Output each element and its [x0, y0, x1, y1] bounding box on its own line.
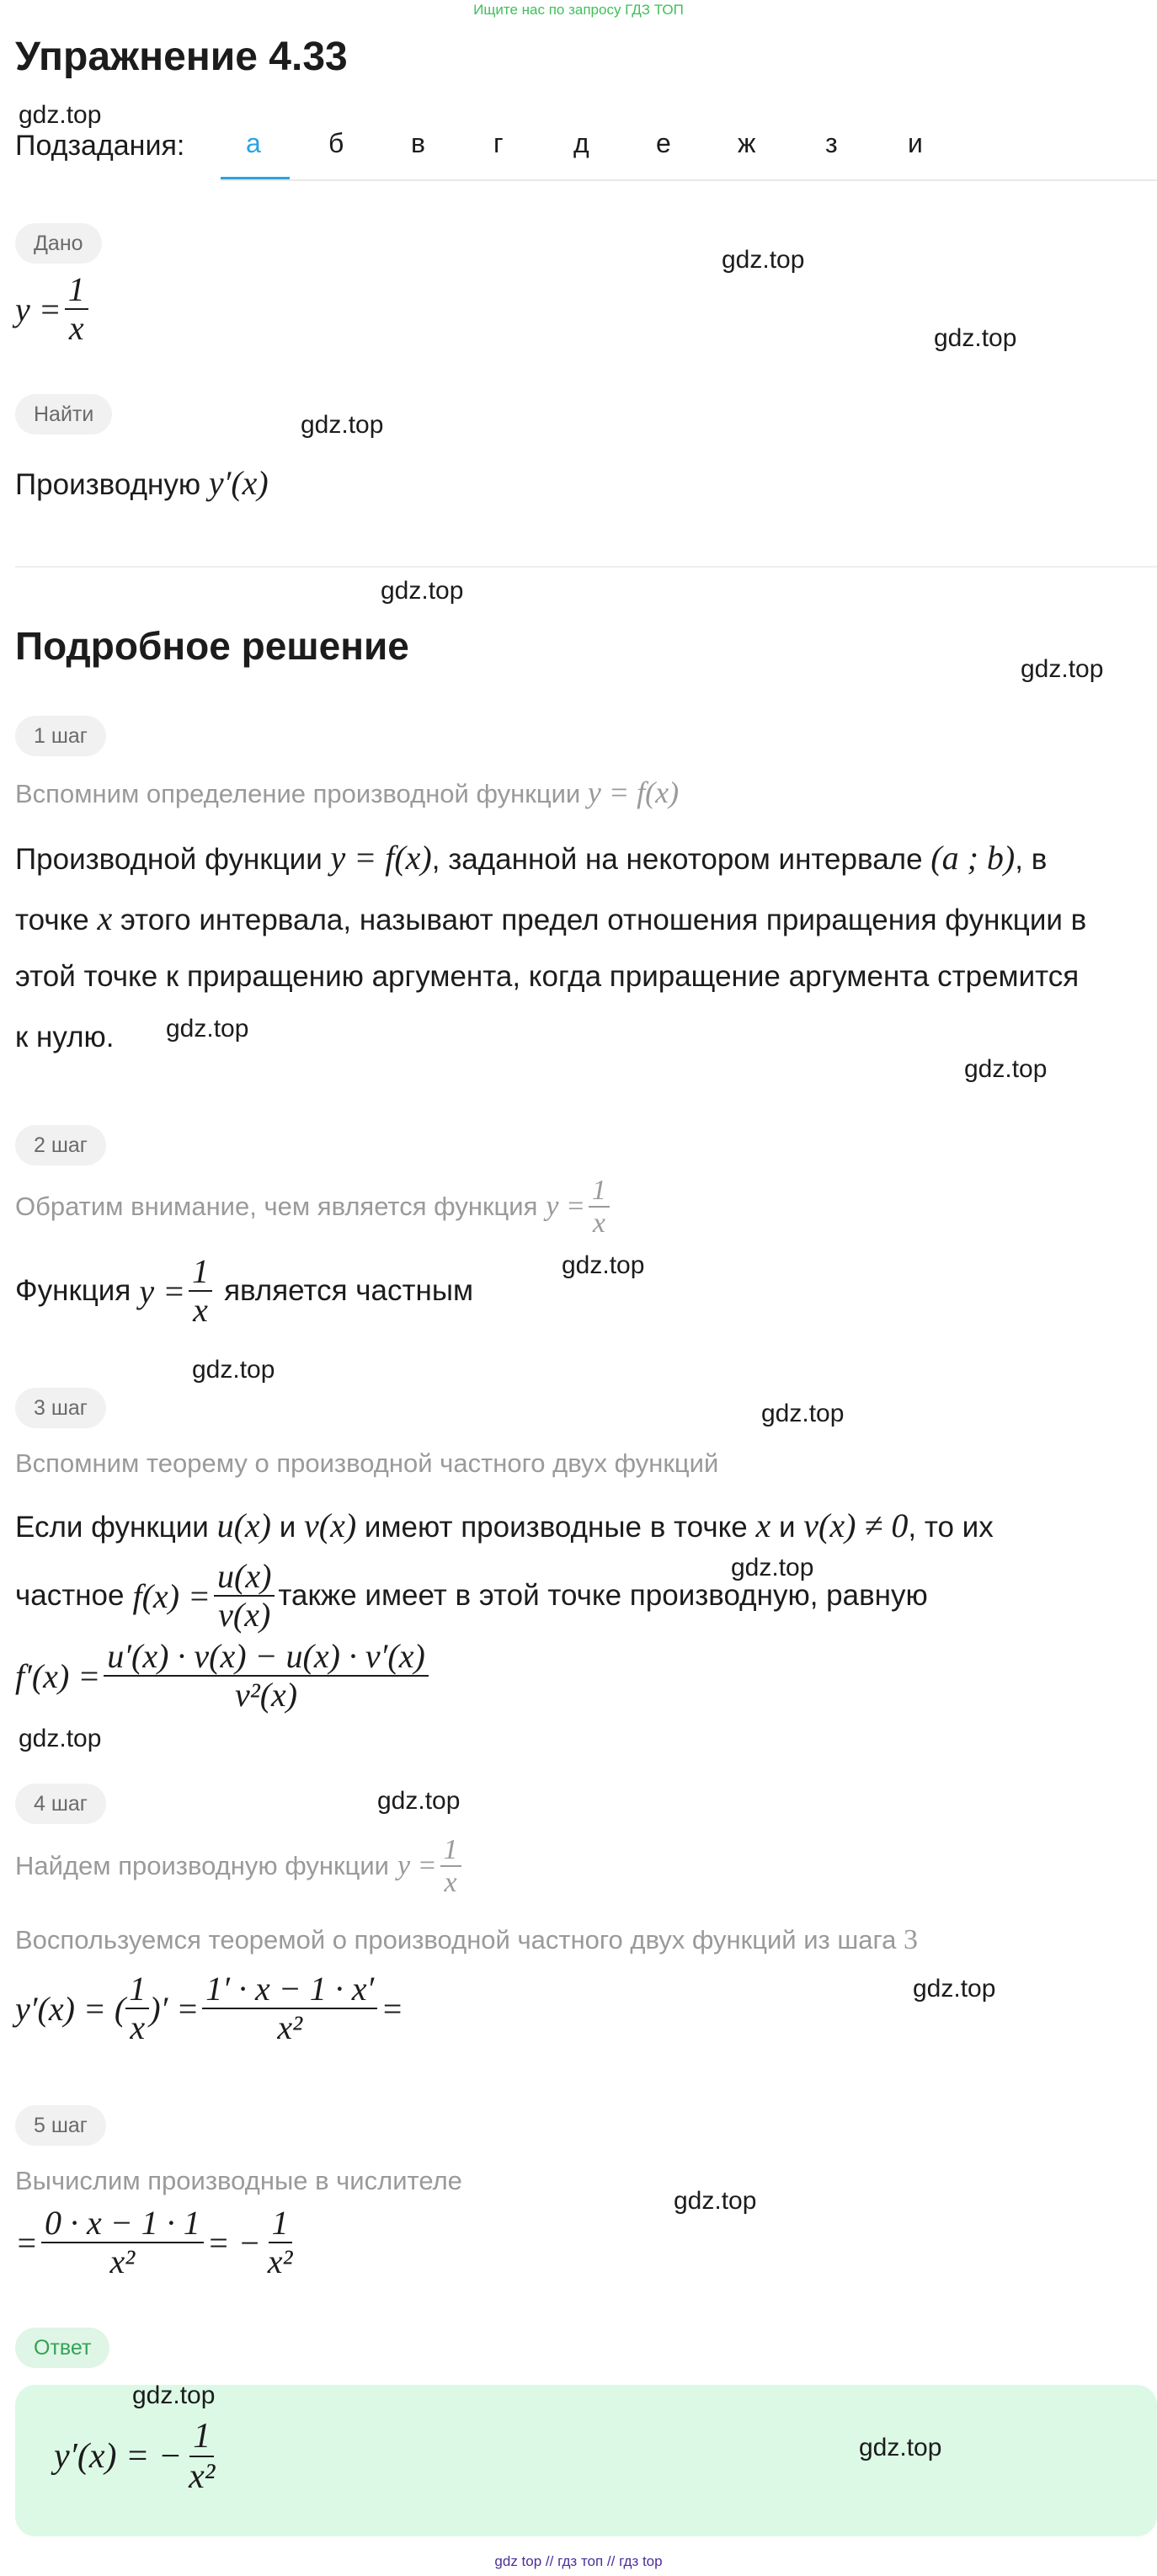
step-1-hint-formula: y = f(x): [587, 776, 680, 809]
step-1-line-3: этой точке к приращению аргумента, когда приращение аргумента стремится: [15, 960, 1080, 993]
watermark: gdz.top: [964, 1055, 1048, 1083]
formula-lhs: y =: [397, 1850, 437, 1882]
formula-num: 1: [125, 1971, 149, 2009]
formula-num: 1: [269, 2205, 292, 2243]
step-2-formula: [139, 1253, 216, 1329]
given-formula: [15, 271, 92, 347]
step-5-formula: [15, 2205, 299, 2280]
watermark: gdz.top: [19, 1725, 102, 1752]
top-banner[interactable]: Ищите нас по запросу ГДЗ ТОП: [473, 2, 684, 18]
step-3-pill: 3 шаг: [15, 1388, 106, 1428]
step-1-line-4: к нулю.: [15, 1021, 115, 1053]
watermark: gdz.top: [19, 101, 102, 129]
watermark: gdz.top: [562, 1251, 645, 1279]
formula-den: x²: [277, 2008, 303, 2046]
step-3-formula: v(x): [304, 1507, 357, 1544]
formula-fraction: [189, 1253, 212, 1329]
formula-den: x²: [189, 2457, 216, 2497]
step-1-line-1: [15, 838, 1047, 877]
step-4-formula: [15, 1971, 403, 2046]
formula-den: v²(x): [234, 1676, 298, 1714]
step-1-text: , в: [1015, 843, 1048, 876]
formula-num: 1: [589, 1175, 610, 1208]
watermark: gdz.top: [377, 1787, 461, 1815]
tab-b[interactable]: б: [328, 128, 344, 158]
formula-den: x: [444, 1867, 457, 1899]
watermark: gdz.top: [301, 411, 384, 439]
formula-lhs: =: [15, 2223, 38, 2262]
formula-den: x: [193, 1291, 208, 1329]
step-3-text: имеют производные в точке: [364, 1511, 748, 1544]
tab-a[interactable]: а: [246, 128, 261, 158]
step-2-hint-formula: [546, 1175, 613, 1240]
step-5-pill: 5 шаг: [15, 2105, 106, 2146]
formula-end: =: [381, 1989, 404, 2028]
given-den: x: [68, 309, 84, 347]
formula-mid: )′ =: [149, 1989, 200, 2028]
step-5-hint: Вычислим производные в числителе: [15, 2166, 462, 2195]
step-3-formula: x: [755, 1507, 771, 1544]
find-pill: Найти: [15, 394, 112, 435]
answer-formula: [54, 2417, 221, 2496]
given-fraction: [65, 271, 88, 347]
formula-num: 1: [440, 1834, 461, 1867]
step-1-pill: 1 шаг: [15, 716, 106, 756]
page-title: Упражнение 4.33: [15, 35, 348, 79]
step-3-quotient-formula: [133, 1558, 279, 1634]
tab-zh[interactable]: ж: [738, 128, 756, 158]
watermark: gdz.top: [132, 2381, 216, 2409]
tab-g[interactable]: г: [493, 128, 504, 158]
watermark: gdz.top: [381, 577, 464, 605]
formula-mid: = −: [206, 2223, 261, 2262]
step-3-text: Если функции: [15, 1511, 209, 1544]
answer-pill: Ответ: [15, 2328, 109, 2368]
step-1-formula: x: [97, 899, 113, 937]
step-3-text: и: [779, 1511, 796, 1544]
step-1-text: Производной функции: [15, 843, 323, 876]
formula-fraction: [440, 1834, 461, 1899]
step-2-text: [15, 1253, 473, 1329]
formula-fraction: [104, 1638, 429, 1714]
step-number: 3: [903, 1924, 918, 1955]
step-1-formula: y = f(x): [330, 839, 432, 877]
step-1-hint-text: Вспомним определение производной функции: [15, 779, 581, 808]
step-3-hint: Вспомним теорему о производной частного двух функций: [15, 1448, 719, 1478]
subtasks-label: Подзадания:: [15, 130, 185, 162]
footer-links[interactable]: gdz top // гдз топ // гдз top: [494, 2553, 663, 2569]
step-2-hint: [15, 1175, 613, 1240]
tab-e[interactable]: е: [656, 128, 671, 158]
watermark: gdz.top: [934, 324, 1017, 352]
formula-fraction: [202, 1971, 377, 2046]
given-lhs: y =: [15, 290, 61, 328]
step-3-line-2: [15, 1549, 928, 1642]
tab-v[interactable]: в: [411, 128, 425, 158]
formula-den: x: [130, 2008, 146, 2046]
formula-lhs: y =: [546, 1191, 585, 1223]
step-2-hint-text: Обратим внимание, чем является функция: [15, 1192, 538, 1222]
formula-fraction: [125, 1971, 149, 2046]
formula-fraction: [264, 2205, 296, 2280]
formula-fraction: [185, 2417, 218, 2496]
formula-num: 1′ · x − 1 · x′: [202, 1971, 377, 2009]
solution-title: Подробное решение: [15, 624, 409, 668]
step-1-text: точке: [15, 904, 89, 936]
step-4-hint-2: [15, 1924, 918, 1956]
formula-fraction: [214, 1558, 275, 1634]
tabs-divider: [221, 179, 1157, 181]
formula-fraction: [589, 1175, 610, 1240]
find-formula: y′(x): [208, 464, 269, 502]
watermark: gdz.top: [192, 1356, 275, 1384]
watermark: gdz.top: [859, 2434, 942, 2461]
step-4-hint: [15, 1834, 465, 1899]
given-num: 1: [65, 271, 88, 310]
tab-i[interactable]: и: [908, 128, 923, 158]
tab-z[interactable]: з: [825, 128, 838, 158]
step-3-line-1: [15, 1506, 994, 1545]
step-1-text: , заданной на некотором интервале: [431, 843, 923, 876]
step-1-hint: [15, 775, 679, 810]
formula-den: x: [592, 1208, 605, 1240]
step-3-text: частное: [15, 1579, 125, 1612]
watermark: gdz.top: [1021, 655, 1104, 683]
watermark: gdz.top: [761, 1400, 845, 1427]
watermark: gdz.top: [166, 1015, 249, 1043]
tab-d[interactable]: д: [573, 128, 589, 158]
formula-lhs: y′(x) = −: [54, 2437, 183, 2477]
formula-num: u′(x) · v(x) − u(x) · v′(x): [104, 1638, 429, 1677]
find-text: [15, 463, 269, 503]
formula-num: 0 · x − 1 · 1: [41, 2205, 204, 2243]
formula-den: x²: [109, 2243, 136, 2280]
find-label-text: Производную: [15, 468, 201, 501]
step-3-formula: v(x) ≠ 0: [803, 1507, 909, 1544]
step-3-formula: u(x): [216, 1507, 271, 1544]
watermark: gdz.top: [913, 1975, 996, 2003]
step-2-pill: 2 шаг: [15, 1125, 106, 1165]
step-3-derivative-formula: [15, 1638, 432, 1714]
watermark: gdz.top: [731, 1554, 814, 1581]
formula-lhs: y =: [139, 1272, 186, 1310]
step-4-hint-2-text: Воспользуемся теоремой о производной частного двух функций из шага: [15, 1925, 897, 1955]
step-4-pill: 4 шаг: [15, 1784, 106, 1824]
formula-lhs: y′(x) = (: [15, 1989, 126, 2028]
watermark: gdz.top: [674, 2187, 757, 2215]
formula-lhs: f(x) =: [132, 1576, 211, 1615]
step-3-text: и: [279, 1511, 296, 1544]
watermark: gdz.top: [722, 246, 805, 274]
step-1-interval: (a ; b): [930, 839, 1016, 877]
step-4-hint-formula: [397, 1834, 465, 1899]
formula-lhs: f′(x) =: [15, 1656, 101, 1695]
formula-num: 1: [189, 2417, 214, 2457]
formula-num: 1: [189, 1253, 212, 1292]
formula-num: u(x): [214, 1558, 275, 1597]
step-1-text: этого интервала, называют предел отношения приращения функции в: [120, 904, 1087, 936]
given-pill: Дано: [15, 223, 102, 264]
step-1-line-2: [15, 899, 1086, 938]
step-3-text: , то их: [908, 1511, 994, 1544]
step-2-text-a: Функция: [15, 1274, 131, 1307]
step-4-hint-text: Найдем производную функции: [15, 1851, 389, 1881]
section-divider: [15, 566, 1157, 568]
formula-den: x²: [267, 2243, 293, 2280]
formula-den: v(x): [218, 1596, 271, 1634]
step-3-text: также имеет в этой точке производную, равную: [278, 1579, 928, 1612]
step-2-text-b: является частным: [224, 1274, 474, 1307]
formula-fraction: [41, 2205, 204, 2280]
